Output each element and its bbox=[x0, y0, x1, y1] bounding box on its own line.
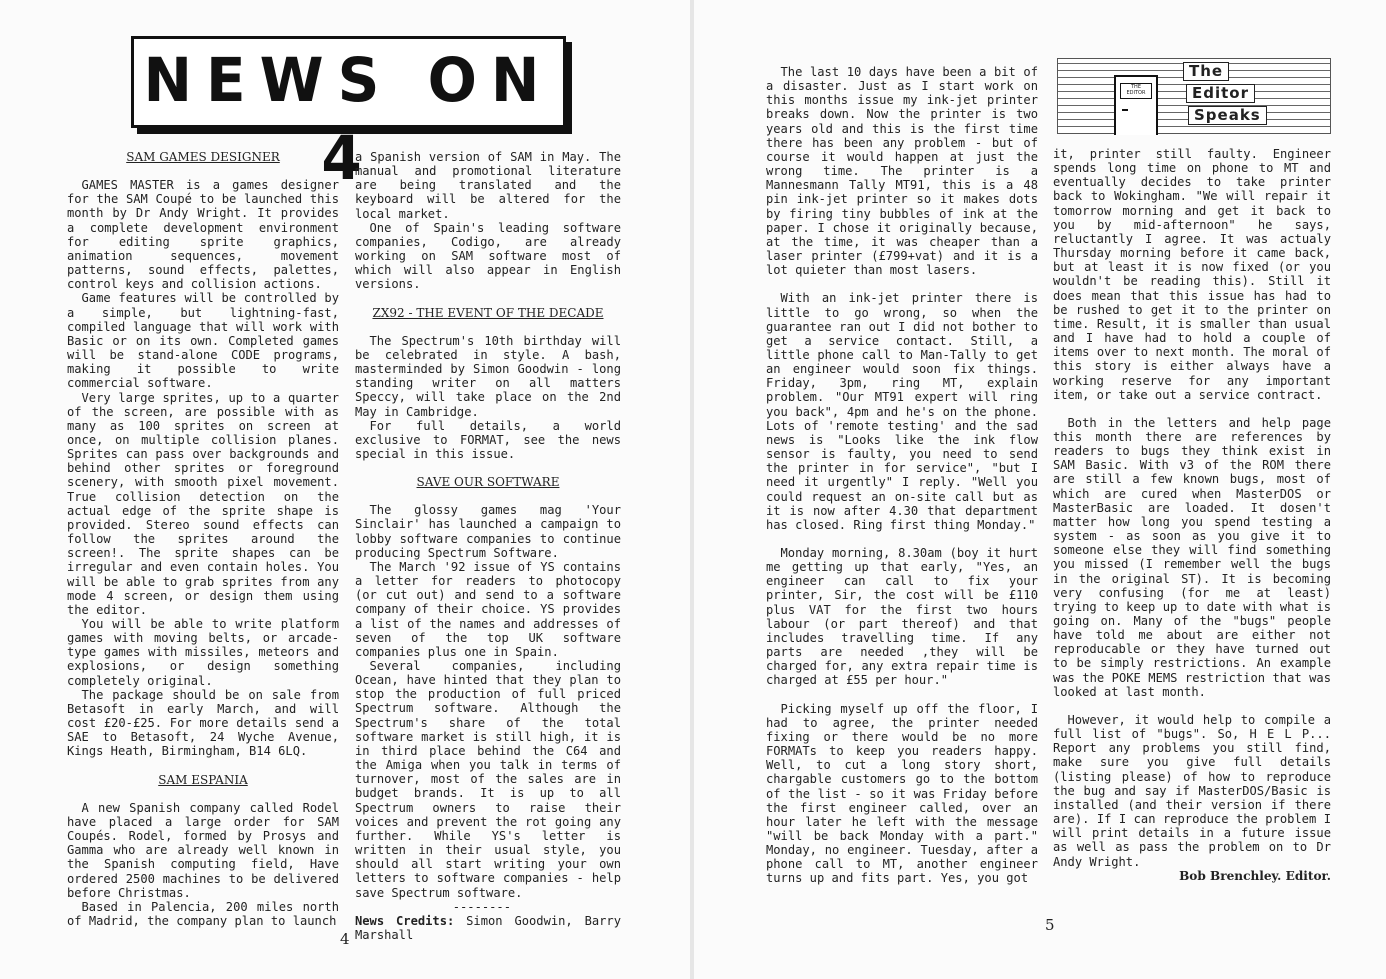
paragraph: One of Spain's leading software companies, Codigo, are already working on SAM software most of which will also appear in English versions. bbox=[355, 220, 621, 292]
paragraph: With an ink-jet printer there is little to go wrong, so when the guarantee ran out I did not bother to get a service contact. Still, a little phone call to Man-Tally to get an engineer would soon fix things. Friday, 3pm, ring MT, explain problem. "Our MT91 expert will ring you back", 4pm and he's on the phone. Lots of 'remote testing' and the sad news is "Looks like the ink flow sensor is faulty, you need to send the printer in for service", "but I need it urgently" I reply. "Well you could request an on-site call but as it is now after 4.30 that department has closed. Ring first thing Monday." bbox=[766, 291, 1038, 532]
heading-sam-games-designer: SAM GAMES DESIGNER bbox=[126, 150, 280, 164]
paragraph: The glossy games mag 'Your Sinclair' has launched a campaign to lobby software companies to continue producing Spectrum Software. bbox=[355, 503, 621, 560]
logo-word-speaks: Speaks bbox=[1188, 106, 1267, 125]
paragraph: You will be able to write platform games with moving belts, or arcade-type games with missiles, meteors and explosions, or design something completely original. bbox=[67, 617, 339, 688]
left-column-1 bbox=[67, 150, 339, 928]
logo-word-the: The bbox=[1183, 62, 1229, 81]
paragraph: The Spectrum's 10th birthday will be celebrated in style. A bash, masterminded by Simon Goodwin - long standing writer on all matters Speccy, will take place on the 2nd May in Cambridge. bbox=[355, 333, 621, 419]
news-credits bbox=[355, 914, 621, 942]
paragraph: The package should be on sale from Betasoft in early March, and will cost £20-£25. For more details send a SAE to Betasoft, 24 Wyche Avenue, Kings Heath, Birmingham, B14 6LQ. bbox=[67, 687, 339, 759]
paragraph: The last 10 days have been a bit of a disaster. Just as I start work on this months issue my ink-jet printer breaks down. Now the printer is two years old and this is the first time there has been any problem - but of course it would happen at just the wrong time. The printer is a Mannesmann Tally MT91, this is a 48 pin ink-jet printer so it makes dots by firing tiny bubbles of ink at the paper. I chose it originally because, at the time, it was cheaper than a laser printer (£799+vat) and it is a lot quieter than most lasers. bbox=[766, 65, 1038, 278]
paragraph: A new Spanish company called Rodel have placed a large order for SAM Coupés. Rodel, formed by Prosys and Gamma who are already well known in the Spanish computing field, Have ordered 2500 machines to be delivered before Christmas. bbox=[67, 800, 339, 900]
paragraph: Several companies, including Ocean, have hinted that they plan to stop the production of full priced Spectrum software. Although the Spectrum's share of the total software market is still high, it is in third place behind the C64 and the Amiga when you talk in terms of turnover, most of the sales are in budget brands. It is up to all Spectrum owners to raise their voices and prevent the rot going any further. While YS's letter is written in their usual style, you should all start writing your own letters to software companies - help save Spectrum software. bbox=[355, 659, 621, 900]
paragraph: it, printer still faulty. Engineer spends long time on phone to MT and eventually decides to take printer back to Wokingham. "We will repair it tomorrow morning and get it back to you by mid-afternoon" he says, reluctantly I agree. It was actualy Thursday morning before it came back, but at least it is now fixed (or you wouldn't be reading this). Still it does mean that this issue has had to be rushed to get it to the printer on time. Result, it is smaller than usual and I have had to hold a couple of items over to next month. The moral of this story is either always have a working reserve for any important item, or take out a service contract. bbox=[1053, 147, 1331, 402]
heading-zx92: ZX92 - THE EVENT OF THE DECADE bbox=[372, 305, 604, 320]
logo-word-editor: Editor bbox=[1186, 84, 1255, 103]
paragraph: However, it would help to compile a full list of "bugs". So, H E L P... Report any problems you still find, make sure you give full details (listing please) of how to reproduce the bug and say if MasterDOS/Basic is installed (and their version if there are). If I can reproduce the problem I will print details in a future issue as well as pass the problem on to Dr Andy Wright. bbox=[1053, 712, 1331, 869]
paragraph: Both in the letters and help page this month there are references by readers to bugs they think exist in SAM Basic. With v3 of the ROM there are still a few known bugs, most of which are cured when MasterDOS or MasterBasic are loaded. It dosen't matter how long you spend testing a system - as soon as you give it to someone else they will find something you missed (I remember well the bugs in the original ST). It is becoming very confusing (for me at least) trying to keep up to date with what is going on. Many of the "bugs" people have told me about are either not reproducable or they have turned out to be simply restrictions. An example was the POKE MEMS restriction that was looked at last month. bbox=[1053, 415, 1331, 699]
page-number-left: 4 bbox=[340, 930, 350, 948]
door-knob bbox=[1122, 109, 1128, 111]
right-column-2 bbox=[1053, 147, 1331, 883]
paragraph: For full details, a world exclusive to FORMAT, see the news special in this issue. bbox=[355, 418, 621, 461]
right-page bbox=[694, 0, 1386, 979]
left-page bbox=[0, 0, 690, 979]
paragraph: Very large sprites, up to a quarter of the screen, are possible with as many as 100 sprites on screen at once, on multiple collision planes. Sprites can pass over backgrounds and behind other sprites or foreground scenery, with smooth pixel movement. True collision detection on the actual edge of the sprite shape is provided. Stereo sound effects can follow the sprites around the screen!. The sprite shapes can be irregular and even contain holes. You will be able to grab sprites from any mode 4 screen, or design them using the editor. bbox=[67, 390, 339, 617]
credits-label: News Credits: bbox=[355, 913, 455, 928]
page-number-right: 5 bbox=[1045, 916, 1055, 934]
paragraph: Game features will be controlled by a simple, but lightning-fast, compiled language that will work with Basic or on its own. Completed games will be stand-alone CODE programs, making it possible to write commercial software. bbox=[67, 291, 339, 391]
divider: -------- bbox=[452, 899, 511, 914]
paragraph: GAMES MASTER is a games designer for the SAM Coupé to be launched this month by Dr Andy Wright. It provides a complete development environment for editing sprite graphics, animation sequences, movement patterns, sound effects, palettes, control keys and collision actions. bbox=[67, 178, 339, 292]
heading-save-our-software: SAVE OUR SOFTWARE bbox=[416, 475, 560, 490]
paragraph: Monday morning, 8.30am (boy it hurt me getting up that early, "Yes, an engineer can call to fix your printer, Sir, the cost will be £110 plus VAT for the first two hours labour (or part thereof) and that includes travelling time. If any parts are needed ,they will be charged for, any extra repair time is charged at £55 per hour." bbox=[766, 546, 1038, 688]
paragraph: Based in Palencia, 200 miles north of Madrid, the company plan to launch bbox=[67, 899, 339, 928]
editor-signature: Bob Brenchley. Editor. bbox=[1179, 868, 1331, 883]
paragraph: Picking myself up off the floor, I had to agree, the printer needed fixing or there would be no more FORMATs to keep you readers happy. Well, to cut a long story short, chargable customers go to the bottom of the list - so it was Friday before the first engineer called, over an hour later he left with the message "will be back Monday with a part." Monday, no engineer. Tuesday, after a phone call to MT, another engineer turns up and fits part. Yes, you got bbox=[766, 701, 1038, 886]
right-column-1 bbox=[766, 65, 1038, 886]
door-icon bbox=[1114, 75, 1158, 135]
left-column-2 bbox=[355, 150, 621, 942]
banner-title: NEWS ON 4 bbox=[143, 44, 554, 194]
credits-text: Simon Goodwin, Barry Marshall bbox=[355, 913, 621, 942]
paragraph: The March '92 issue of YS contains a letter for readers to photocopy (or cut out) and send to a software company of their choice. YS provides a list of the names and addresses of seven of the top UK software companies plus one in Spain. bbox=[355, 559, 621, 659]
paragraph: a Spanish version of SAM in May. The manual and promotional literature are being translated and the keyboard will be altered for the local market. bbox=[355, 150, 621, 221]
heading-sam-espania: SAM ESPANIA bbox=[158, 772, 248, 787]
door-plate: THE EDITOR bbox=[1120, 83, 1152, 99]
editor-speaks-logo bbox=[1057, 58, 1331, 134]
